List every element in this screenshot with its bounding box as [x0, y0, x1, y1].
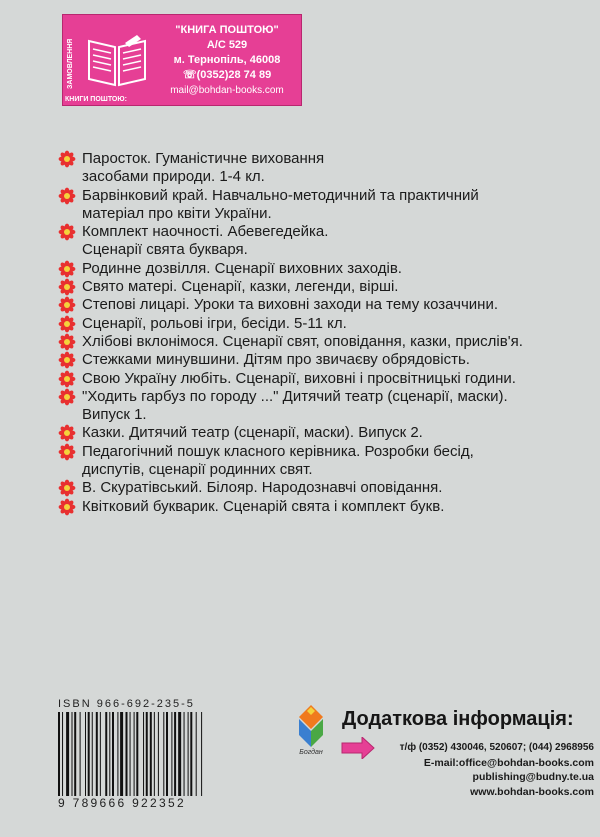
book-line: Барвінковий край. Навчально-методичний та практичний	[82, 186, 479, 204]
flower-bullet-icon	[58, 351, 76, 369]
book-item	[58, 296, 588, 314]
book-line: Паросток. Гуманістичне виховання	[82, 150, 325, 167]
book-title	[82, 443, 588, 480]
flower-bullet-icon	[58, 187, 76, 205]
book-title	[82, 187, 588, 224]
book-item	[58, 223, 588, 260]
stamp-phone: ☏(0352)28 74 89	[182, 69, 272, 81]
contact-phone: т/ф (0352) 430046, 520607; (044) 2968956	[399, 742, 594, 753]
book-item	[58, 260, 588, 278]
stamp-email[interactable]: mail@bohdan-books.com	[170, 85, 284, 96]
stamp-box: А/С 529	[206, 39, 248, 51]
book-line: В. Скуратівський. Білояр. Народознавчі оповідання.	[82, 479, 443, 497]
flower-bullet-icon	[58, 150, 76, 168]
book-item	[58, 315, 588, 333]
book-line: Родинне дозвілля. Сценарії виховних заходів.	[82, 259, 402, 277]
mail-order-stamp	[62, 14, 302, 106]
book-line: Сценарії свята букваря.	[82, 241, 248, 259]
book-item	[58, 370, 588, 388]
book-line: Квітковий букварик. Сценарій свята і комплект букв.	[82, 497, 445, 515]
book-title	[82, 223, 588, 260]
book-list	[58, 150, 588, 516]
stamp-logo-caption: КНИГИ ПОШТОЮ:	[65, 96, 127, 103]
book-item	[58, 388, 588, 425]
flower-bullet-icon	[58, 296, 76, 314]
publisher-logo-icon	[293, 703, 329, 749]
stamp-address	[155, 23, 299, 98]
flower-bullet-icon	[58, 479, 76, 497]
book-title	[82, 260, 588, 278]
book-line: засобами природи. 1-4 кл.	[82, 168, 265, 186]
book-line: Свою Україну любіть. Сценарії, виховні і просвітницькі години.	[82, 369, 516, 387]
publisher-logo-name: Богдан	[299, 749, 323, 756]
book-title	[82, 278, 588, 296]
book-item	[58, 150, 588, 187]
book-item	[58, 351, 588, 369]
book-line: "Ходить гарбуз по городу ..." Дитячий театр (сценарії, маски).	[82, 387, 508, 405]
book-item	[58, 278, 588, 296]
book-title	[82, 351, 588, 369]
book-line: Стежками минувшини. Дітям про звичаєву обрядовість.	[82, 351, 470, 369]
book-item	[58, 443, 588, 480]
book-title	[82, 424, 588, 442]
book-line: Степові лицарі. Уроки та виховні заходи на тему козаччини.	[82, 296, 499, 314]
flower-bullet-icon	[58, 424, 76, 442]
book-title	[82, 388, 588, 425]
stamp-vertical-text: ЗАМОВЛЕННЯ	[67, 38, 74, 90]
open-book-icon	[85, 33, 149, 91]
barcode-digits: 9 789666 922352	[58, 796, 186, 810]
book-title	[82, 333, 588, 351]
book-line: Випуск 1.	[82, 406, 147, 424]
book-line: Казки. Дитячий театр (сценарії, маски). Випуск 2.	[82, 424, 423, 442]
book-line: Свято матері. Сценарії, казки, легенди, вірші.	[82, 278, 399, 296]
flower-bullet-icon	[58, 443, 76, 461]
contact-info	[380, 741, 594, 799]
book-title	[82, 370, 588, 388]
book-item	[58, 498, 588, 516]
book-line: Сценарії, рольові ігри, бесіди. 5-11 кл.	[82, 314, 347, 332]
book-item	[58, 333, 588, 351]
stamp-city: м. Тернопіль, 46008	[173, 54, 281, 66]
book-item	[58, 479, 588, 497]
isbn: ISBN 966-692-235-5	[58, 698, 195, 710]
book-line: Хлібові вклонімося. Сценарії свят, оповідання, казки, прислів'я.	[82, 332, 523, 350]
flower-bullet-icon	[58, 333, 76, 351]
flower-bullet-icon	[58, 278, 76, 296]
book-line: матеріал про квіти України.	[82, 204, 272, 222]
flower-bullet-icon	[58, 498, 76, 516]
book-title	[82, 150, 588, 187]
book-title	[82, 479, 588, 497]
book-line: Педагогічний пошук класного керівника. Розробки бесід,	[82, 442, 474, 460]
barcode-icon	[58, 712, 248, 796]
contact-email-2[interactable]: publishing@budny.te.ua	[472, 771, 594, 783]
book-line: Комплект наочності. Абевегедейка.	[82, 223, 329, 241]
book-title	[82, 315, 588, 333]
flower-bullet-icon	[58, 260, 76, 278]
flower-bullet-icon	[58, 315, 76, 333]
flower-bullet-icon	[58, 370, 76, 388]
contact-email[interactable]: E-mail:office@bohdan-books.com	[423, 756, 594, 769]
book-line: диспутів, сценарії родинних свят.	[82, 461, 313, 479]
contact-website[interactable]: www.bohdan-books.com	[470, 785, 594, 798]
stamp-title: "КНИГА ПОШТОЮ"	[175, 24, 279, 36]
book-item	[58, 187, 588, 224]
book-item	[58, 424, 588, 442]
book-title	[82, 498, 588, 516]
flower-bullet-icon	[58, 223, 76, 241]
arrow-right-icon	[340, 737, 376, 759]
flower-bullet-icon	[58, 388, 76, 406]
additional-info-title: Додаткова інформація:	[342, 708, 574, 730]
book-title	[82, 296, 588, 314]
